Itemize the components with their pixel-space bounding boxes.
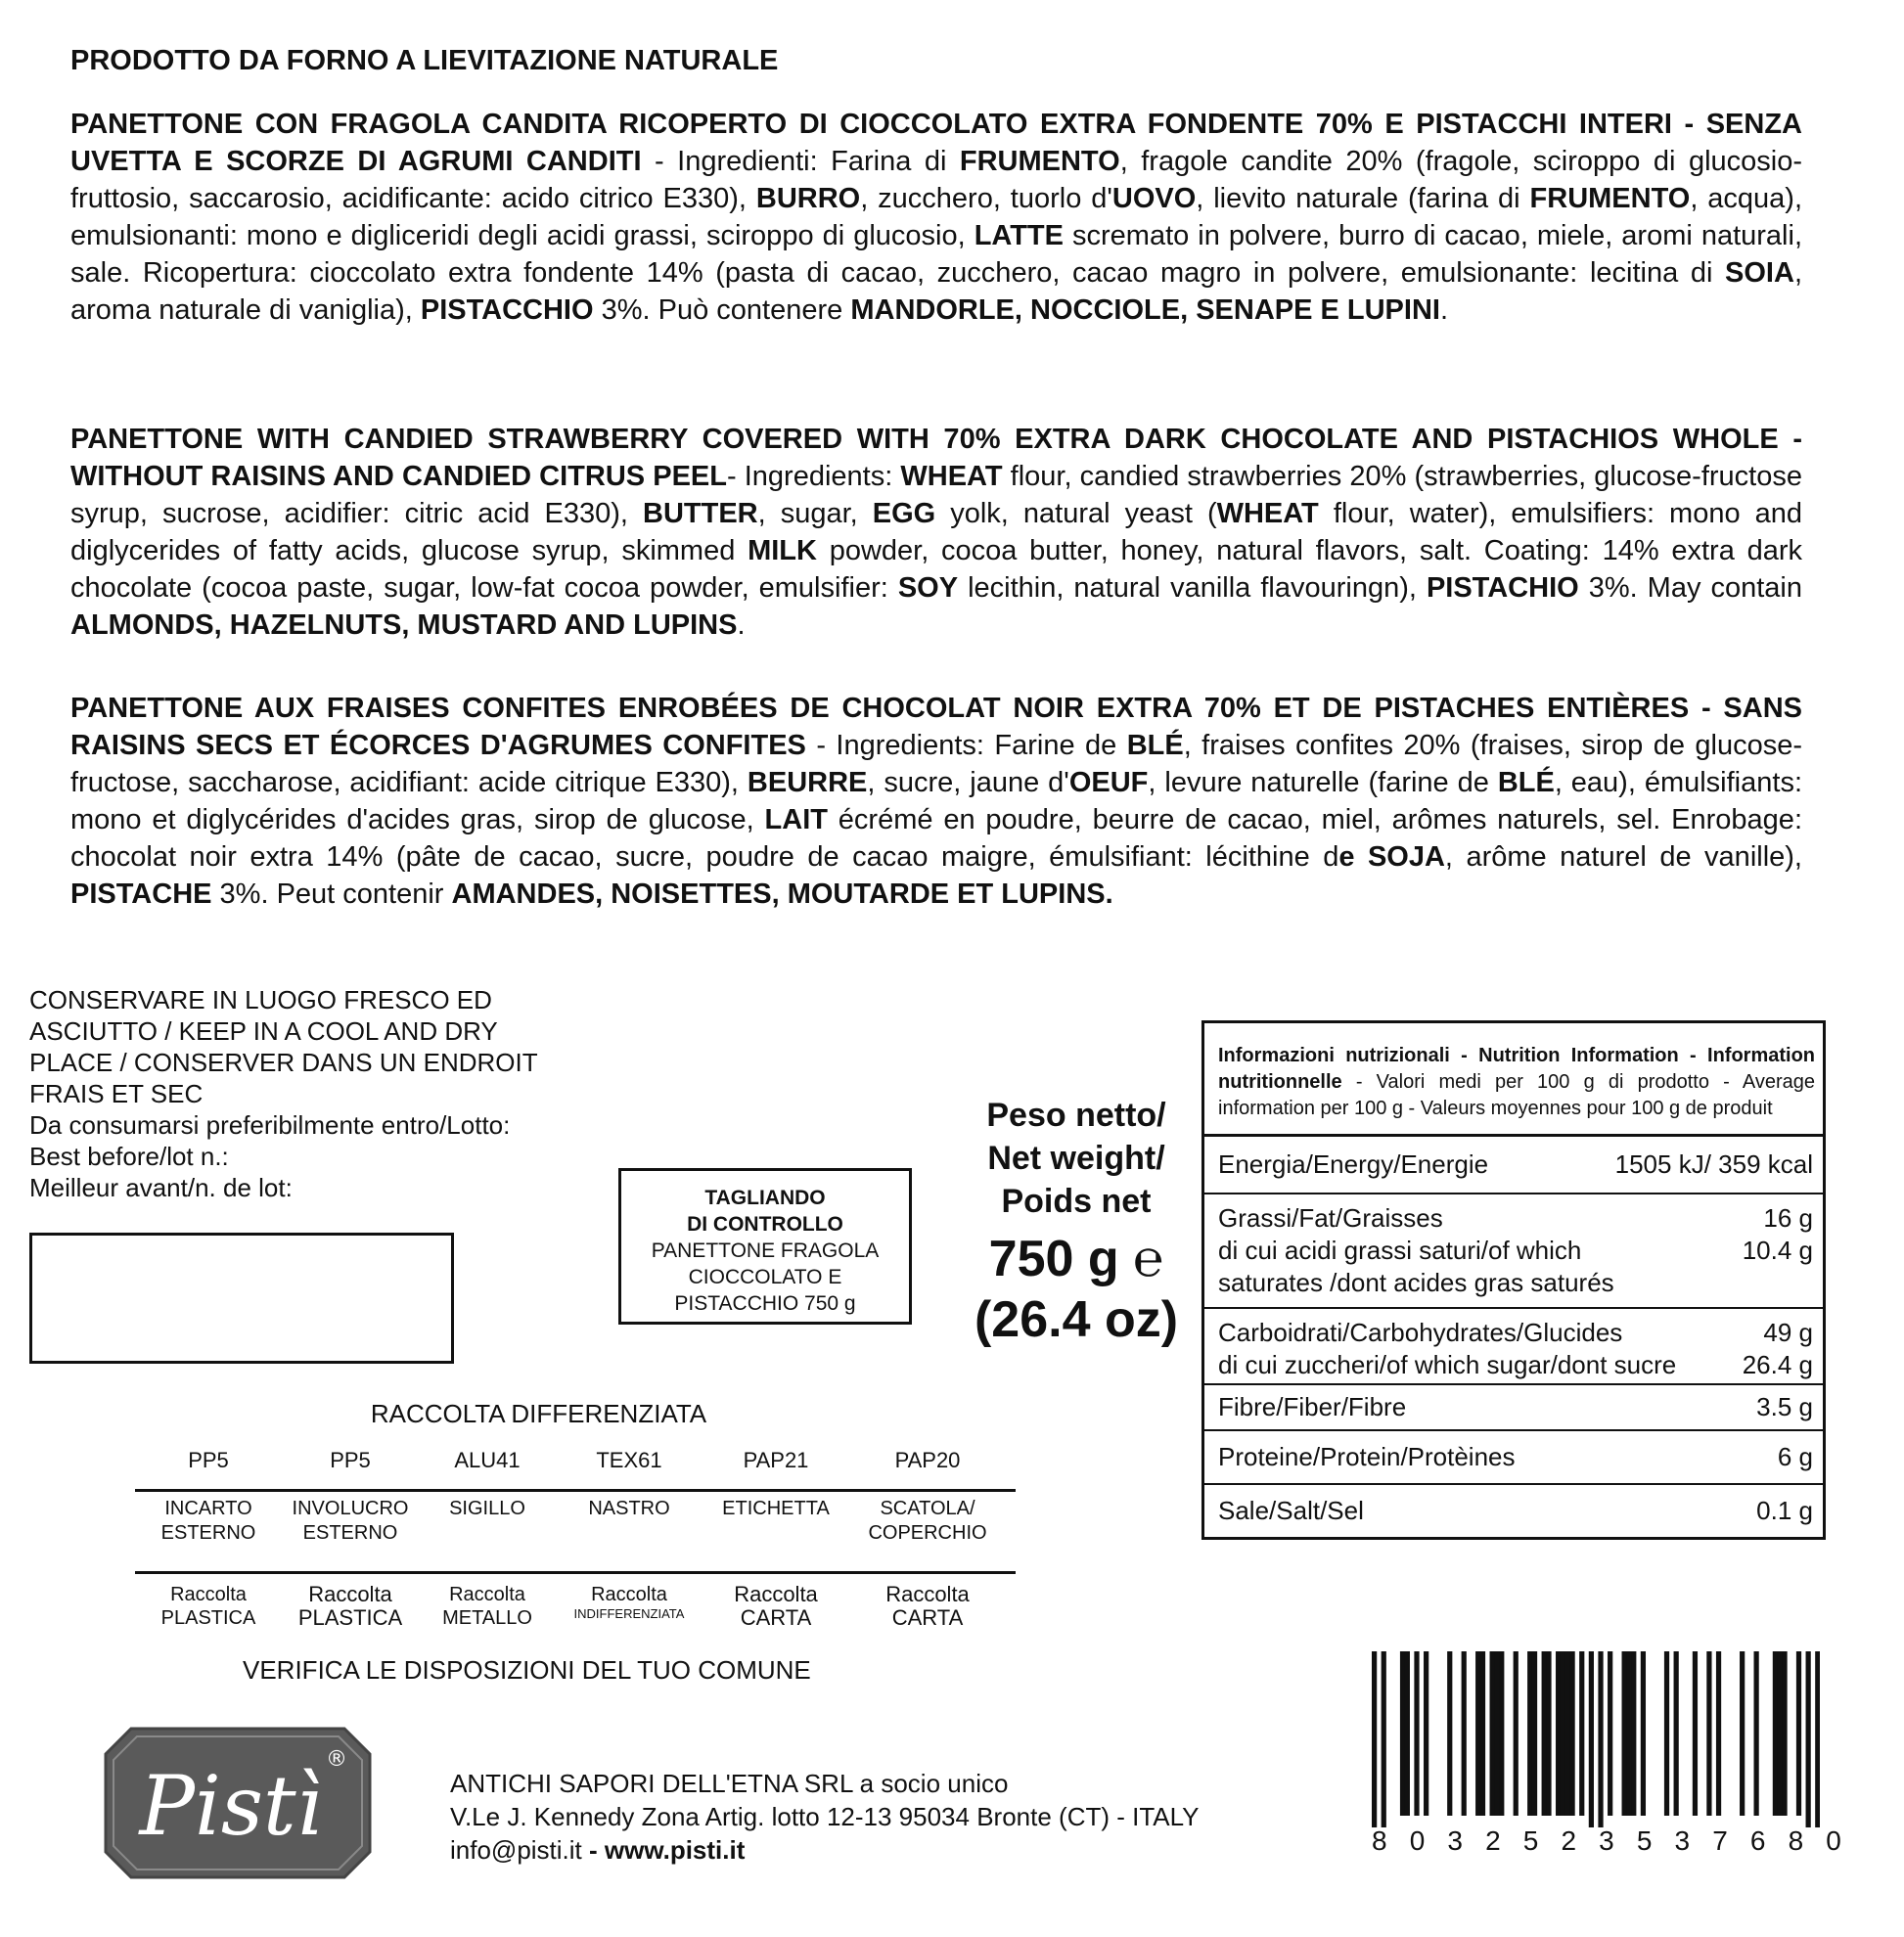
control-tag-line: CIOCCOLATO E	[688, 1266, 842, 1288]
ingredient-text: lecithin, natural vanilla flavouringn),	[958, 572, 1427, 604]
ingredient-text: .	[737, 609, 746, 641]
barcode-bar	[1569, 1651, 1574, 1816]
net-weight-label: Poids net	[1001, 1183, 1152, 1220]
ingredient-text: .	[1439, 294, 1449, 326]
ingredient-emphasis: BUTTER	[643, 498, 758, 529]
barcode-digit: 2	[1561, 1825, 1577, 1856]
recycling-disposal: Raccolta PLASTICA	[297, 1582, 403, 1630]
ingredient-emphasis: WHEAT	[1216, 498, 1319, 529]
control-tag-title: DI CONTROLLO	[687, 1213, 843, 1236]
storage-line: PLACE / CONSERVER DANS UN ENDROIT	[29, 1048, 538, 1077]
barcode-bar	[1693, 1651, 1698, 1816]
ingredient-text: , sucre, jaune d'	[867, 767, 1069, 798]
company-address: V.Le J. Kennedy Zona Artig. lotto 12-13 95034 Bronte (CT) - ITALY	[450, 1802, 1200, 1831]
ingredient-text: , arôme naturel de vanille),	[1444, 841, 1802, 873]
ingredient-text: - Ingredienti: Farina di	[641, 146, 960, 177]
ingredient-emphasis: MANDORLE, NOCCIOLE, SENAPE E LUPINI	[850, 294, 1440, 326]
ingredient-text: - Ingredients: Farine de	[805, 730, 1127, 761]
barcode-bar	[1664, 1651, 1669, 1816]
barcode-bar	[1424, 1651, 1428, 1816]
recycling-disposal: Raccolta METALLO	[442, 1584, 532, 1629]
barcode-digit: 0	[1826, 1825, 1841, 1856]
storage-line: CONSERVARE IN LUOGO FRESCO ED	[29, 985, 492, 1014]
recycling-divider	[135, 1489, 1016, 1492]
barcode-bar	[1447, 1651, 1452, 1816]
nutrient-label: Proteine/Protein/Protèines	[1218, 1442, 1516, 1471]
nutrient-value: 26.4 g	[1742, 1350, 1813, 1379]
ingredient-emphasis: PISTACHIO	[1426, 572, 1579, 604]
barcode-bar	[1740, 1651, 1745, 1816]
nutrient-label: di cui acidi grassi saturi/of which	[1218, 1236, 1582, 1265]
barcode-bar	[1796, 1651, 1801, 1816]
barcode-bar	[1499, 1651, 1504, 1816]
barcode-bar	[1674, 1651, 1679, 1816]
recycling-disposal: Raccolta CARTA	[734, 1582, 818, 1630]
nutrition-row-protein	[1204, 1431, 1823, 1485]
nutrition-row-fibre	[1204, 1385, 1823, 1431]
barcode-bar	[1494, 1651, 1499, 1816]
barcode-bar	[1579, 1651, 1584, 1816]
best-before-line: Meilleur avant/n. de lot:	[29, 1173, 293, 1202]
barcode-bar	[1372, 1651, 1377, 1827]
barcode-bar	[1532, 1651, 1537, 1816]
lot-number-box	[29, 1233, 454, 1364]
storage-line: ASCIUTTO / KEEP IN A COOL AND DRY	[29, 1016, 498, 1046]
recycling-code: ALU41	[454, 1448, 521, 1472]
nutrient-value: 3.5 g	[1756, 1392, 1813, 1421]
ingredient-text: - Ingredients:	[726, 461, 901, 492]
company-contact	[450, 1833, 1200, 1867]
nutrition-table	[1201, 1020, 1826, 1540]
ingredients-english	[70, 421, 1802, 644]
ingredient-emphasis: WHEAT	[900, 461, 1003, 492]
barcode-bar	[1622, 1651, 1627, 1816]
control-tag-title: TAGLIANDO	[704, 1187, 826, 1209]
company-website[interactable]: www.pisti.it	[604, 1835, 746, 1865]
ingredient-text: yolk, natural yeast (	[935, 498, 1217, 529]
ingredient-emphasis: BLÉ	[1126, 730, 1184, 761]
barcode-digit: 6	[1749, 1825, 1766, 1856]
ingredient-emphasis: PISTACCHIO	[420, 294, 594, 326]
company-info	[450, 1767, 1200, 1867]
recycling-code: PP5	[330, 1448, 371, 1472]
barcode-bar	[1546, 1651, 1551, 1816]
nutrient-label: saturates /dont acides gras saturés	[1218, 1268, 1614, 1297]
ingredient-text: flour, candied strawberries 20% (strawberries, glucose-fructose syrup, sucrose, acidifier: citric acid E330),	[70, 461, 1802, 529]
recycling-disposal: Raccolta PLASTICA	[160, 1584, 256, 1629]
ingredient-text: 3%. Può contenere	[593, 294, 851, 326]
nutrition-subtitle: - Valori medi per 100 g di prodotto - Average information per 100 g - Valeurs moyennes pour 100 g de produit	[1218, 1071, 1815, 1119]
barcode-bar	[1598, 1651, 1603, 1827]
barcode-digit: 2	[1485, 1825, 1501, 1856]
nutrition-row-carbohydrates	[1204, 1309, 1823, 1385]
control-tag-line: PISTACCHIO 750 g	[674, 1292, 856, 1315]
recycling-code: PAP20	[894, 1448, 961, 1472]
barcode-bar	[1608, 1651, 1612, 1816]
recycling-items-row	[135, 1497, 1016, 1546]
recycling-item: INCARTO ESTERNO	[160, 1498, 256, 1544]
ingredient-emphasis: BURRO	[755, 183, 861, 214]
ingredient-text: , levure naturelle (farine de	[1148, 767, 1498, 798]
barcode-bar	[1815, 1651, 1820, 1827]
recycling-code: PP5	[188, 1448, 229, 1472]
barcode-bar	[1462, 1651, 1467, 1816]
barcode-bar	[1405, 1651, 1410, 1816]
barcode-digit: 5	[1522, 1825, 1539, 1856]
ingredient-emphasis: AMANDES, NOISETTES, MOUTARDE ET LUPINS.	[451, 878, 1113, 910]
nutrient-label: di cui zuccheri/of which sugar/dont sucre	[1218, 1350, 1677, 1379]
ingredient-text: flour, water), emulsifiers: mono and diglycerides of fatty acids, glucose syrup, skimmed	[70, 498, 1803, 566]
ingredient-emphasis: MILK	[748, 535, 817, 566]
barcode-bar	[1806, 1651, 1811, 1827]
barcode-digit: 5	[1636, 1825, 1653, 1856]
barcode-bar	[1414, 1651, 1419, 1816]
recycling-note: VERIFICA LE DISPOSIZIONI DEL TUO COMUNE	[243, 1655, 811, 1685]
barcode-bar	[1626, 1651, 1631, 1816]
ingredients-italian	[70, 106, 1802, 329]
logo-text: Pistì	[139, 1758, 323, 1854]
weight-grams: 750 g	[988, 1231, 1119, 1287]
barcode-bar	[1631, 1651, 1636, 1816]
ingredient-emphasis: e SOJA	[1338, 841, 1445, 873]
barcode-bar	[1754, 1651, 1759, 1816]
barcode-bar	[1782, 1651, 1787, 1816]
net-weight	[959, 1094, 1194, 1348]
recycling-code: PAP21	[743, 1448, 809, 1472]
nutrition-row-salt	[1204, 1485, 1823, 1537]
barcode-bar	[1561, 1651, 1565, 1816]
recycling-title: RACCOLTA DIFFERENZIATA	[370, 1399, 707, 1428]
barcode-bar	[1641, 1651, 1646, 1816]
nutrition-row-energy	[1204, 1137, 1823, 1194]
recycling-disposal-row	[135, 1583, 1016, 1630]
nutrient-label: Grassi/Fat/Graisses	[1218, 1203, 1443, 1233]
ingredient-emphasis: ALMONDS, HAZELNUTS, MUSTARD AND LUPINS	[70, 609, 738, 641]
estimated-sign-icon: ℮	[1133, 1230, 1164, 1288]
ingredient-text: scremato in polvere, burro di cacao, miele, aromi naturali, sale. Ricopertura: cioccolato extra fondente 14% (pasta di cacao, zucchero, cacao magro in polvere, emulsionante: lecitina di	[70, 220, 1803, 289]
ingredient-emphasis: BEURRE	[747, 767, 868, 798]
nutrient-value: 49 g	[1763, 1318, 1813, 1347]
nutrition-header	[1204, 1023, 1823, 1137]
barcode-bar	[1716, 1651, 1721, 1816]
storage-line: FRAIS ET SEC	[29, 1079, 204, 1108]
nutrient-value: 0.1 g	[1756, 1496, 1813, 1525]
barcode-bar	[1382, 1651, 1386, 1827]
barcode-bar	[1527, 1651, 1532, 1816]
ingredient-text: , lievito naturale (farina di	[1196, 183, 1530, 214]
ingredient-emphasis: FRUMENTO	[1529, 183, 1691, 214]
ingredient-text: 3%. Peut contenir	[211, 878, 452, 910]
barcode-bar	[1706, 1651, 1711, 1816]
ingredient-emphasis: SOIA	[1725, 257, 1794, 289]
recycling-code: TEX61	[596, 1448, 662, 1472]
ingredient-text: 3%. May contain	[1578, 572, 1802, 604]
registered-icon: ®	[326, 1747, 347, 1772]
net-weight-label: Net weight/	[987, 1140, 1165, 1177]
barcode-digit: 3	[1674, 1825, 1691, 1856]
recycling-item: SCATOLA/ COPERCHIO	[868, 1498, 987, 1544]
ingredient-text: écrémé en poudre, beurre de cacao, miel, arômes naturels, sel. Enrobage: chocolat noir extra 14% (pâte de cacao, sucre, poudre de cacao maigre, émulsifiant: lécithine d	[70, 804, 1802, 873]
ingredient-text: , aroma naturale di vaniglia),	[70, 257, 1802, 326]
barcode	[1372, 1651, 1820, 1827]
recycling-disposal: Raccolta CARTA	[885, 1582, 970, 1630]
barcode-digit: 8	[1788, 1825, 1804, 1856]
nutrient-value: 10.4 g	[1742, 1236, 1813, 1265]
nutrient-value: 1505 kJ/ 359 kcal	[1614, 1149, 1813, 1179]
barcode-digit: 3	[1447, 1825, 1463, 1856]
nutrient-value: 6 g	[1777, 1442, 1813, 1471]
nutrient-label: Energia/Energy/Energie	[1218, 1149, 1489, 1179]
ingredient-emphasis: BLÉ	[1497, 767, 1555, 798]
barcode-bar	[1773, 1651, 1778, 1816]
barcode-number	[1372, 1825, 1841, 1857]
ingredients-french	[70, 690, 1802, 913]
barcode-bar	[1778, 1651, 1783, 1816]
nutrition-row-fat	[1204, 1194, 1823, 1309]
ingredient-text: , zucchero, tuorlo d'	[860, 183, 1112, 214]
best-before-line: Best before/lot n.:	[29, 1142, 229, 1171]
pisti-logo	[104, 1727, 372, 1879]
ingredient-emphasis: SOY	[897, 572, 959, 604]
recycling-item: ETICHETTA	[722, 1498, 830, 1519]
control-tag-box	[618, 1168, 912, 1325]
ingredient-text: , eau), émulsifiants: mono et diglycérides d'acides gras, sirop de glucose,	[70, 767, 1803, 835]
barcode-bar	[1480, 1651, 1485, 1816]
barcode-digit: 8	[1372, 1825, 1387, 1856]
best-before-line: Da consumarsi preferibilmente entro/Lotto:	[29, 1110, 511, 1140]
nutrition-title: Informazioni nutrizionali - Nutrition Information - Information nutritionnelle	[1218, 1045, 1815, 1093]
ingredient-text: , sugar,	[757, 498, 873, 529]
recycling-item: NASTRO	[588, 1498, 670, 1519]
ingredient-emphasis: OEUF	[1068, 767, 1149, 798]
ingredient-text: , fraises confites 20% (fraises, sirop de glucose-fructose, saccharose, acidifiant: acide citrique E330),	[70, 730, 1802, 798]
barcode-bar	[1556, 1651, 1561, 1816]
ingredient-emphasis: PANETTONE AUX FRAISES CONFITES ENROBÉES DE CHOCOLAT NOIR EXTRA 70% ET DE PISTACHES ENTIÈRES - SANS RAISINS SECS ET ÉCORCES D'AGRUMES CONFITES	[70, 693, 1802, 761]
net-weight-ounces: (26.4 oz)	[974, 1291, 1179, 1348]
ingredient-text: , acqua), emulsionanti: mono e digliceridi degli acidi grassi, sciroppo di glucosio,	[70, 183, 1803, 251]
ingredient-emphasis: EGG	[872, 498, 936, 529]
barcode-bar	[1514, 1651, 1519, 1816]
barcode-bar	[1542, 1651, 1547, 1816]
nutrient-label: Sale/Salt/Sel	[1218, 1496, 1364, 1525]
barcode-bar	[1475, 1651, 1480, 1816]
recycling-divider	[135, 1571, 1016, 1574]
net-weight-value	[959, 1227, 1194, 1291]
company-email[interactable]: info@pisti.it	[450, 1835, 582, 1865]
barcode-digit: 3	[1599, 1825, 1614, 1856]
ingredient-emphasis: PANETTONE CON FRAGOLA CANDITA RICOPERTO DI CIOCCOLATO EXTRA FONDENTE 70% E PISTACCHI INTERI - SENZA UVETTA E SCORZE DI AGRUMI CANDITI	[70, 109, 1802, 177]
ingredient-text: , fragole candite 20% (fragole, sciroppo di glucosio-fruttosio, saccarosio, acidificante: acido citrico E330),	[70, 146, 1803, 214]
storage-instructions	[29, 984, 577, 1203]
ingredient-emphasis: PISTACHE	[70, 878, 212, 910]
nutrient-value: 16 g	[1763, 1203, 1813, 1233]
nutrient-label: Fibre/Fiber/Fibre	[1218, 1392, 1407, 1421]
net-weight-label: Peso netto/	[986, 1097, 1166, 1134]
barcode-digit: 0	[1409, 1825, 1426, 1856]
barcode-bar	[1589, 1651, 1594, 1827]
contact-separator: -	[581, 1835, 605, 1865]
recycling-item: INVOLUCRO ESTERNO	[292, 1498, 409, 1544]
company-name: ANTICHI SAPORI DELL'ETNA SRL a socio unico	[450, 1769, 1009, 1798]
recycling-codes-row	[135, 1448, 1016, 1473]
ingredient-emphasis: LATTE	[974, 220, 1064, 251]
recycling-item: SIGILLO	[449, 1498, 525, 1519]
nutrient-label: Carboidrati/Carbohydrates/Glucides	[1218, 1318, 1623, 1347]
ingredient-emphasis: FRUMENTO	[959, 146, 1120, 177]
ingredient-emphasis: UOVO	[1111, 183, 1197, 214]
control-tag-line: PANETTONE FRAGOLA	[651, 1239, 880, 1262]
ingredient-text: powder, cocoa butter, honey, natural flavors, salt. Coating: 14% extra dark chocolate (cocoa paste, sugar, low-fat cocoa powder, emulsifier:	[70, 535, 1803, 604]
page-heading: PRODOTTO DA FORNO A LIEVITAZIONE NATURALE	[70, 45, 779, 76]
recycling-disposal: Raccolta INDIFFERENZIATA	[573, 1584, 685, 1621]
ingredient-emphasis: LAIT	[764, 804, 828, 835]
barcode-digit: 7	[1712, 1825, 1728, 1856]
barcode-bar	[1565, 1651, 1570, 1816]
barcode-bar	[1400, 1651, 1405, 1816]
ingredient-emphasis: PANETTONE WITH CANDIED STRAWBERRY COVERED WITH 70% EXTRA DARK CHOCOLATE AND PISTACHIOS WHOLE - WITHOUT RAISINS AND CANDIED CITRUS PEEL	[70, 424, 1802, 492]
barcode-bar	[1490, 1651, 1495, 1816]
